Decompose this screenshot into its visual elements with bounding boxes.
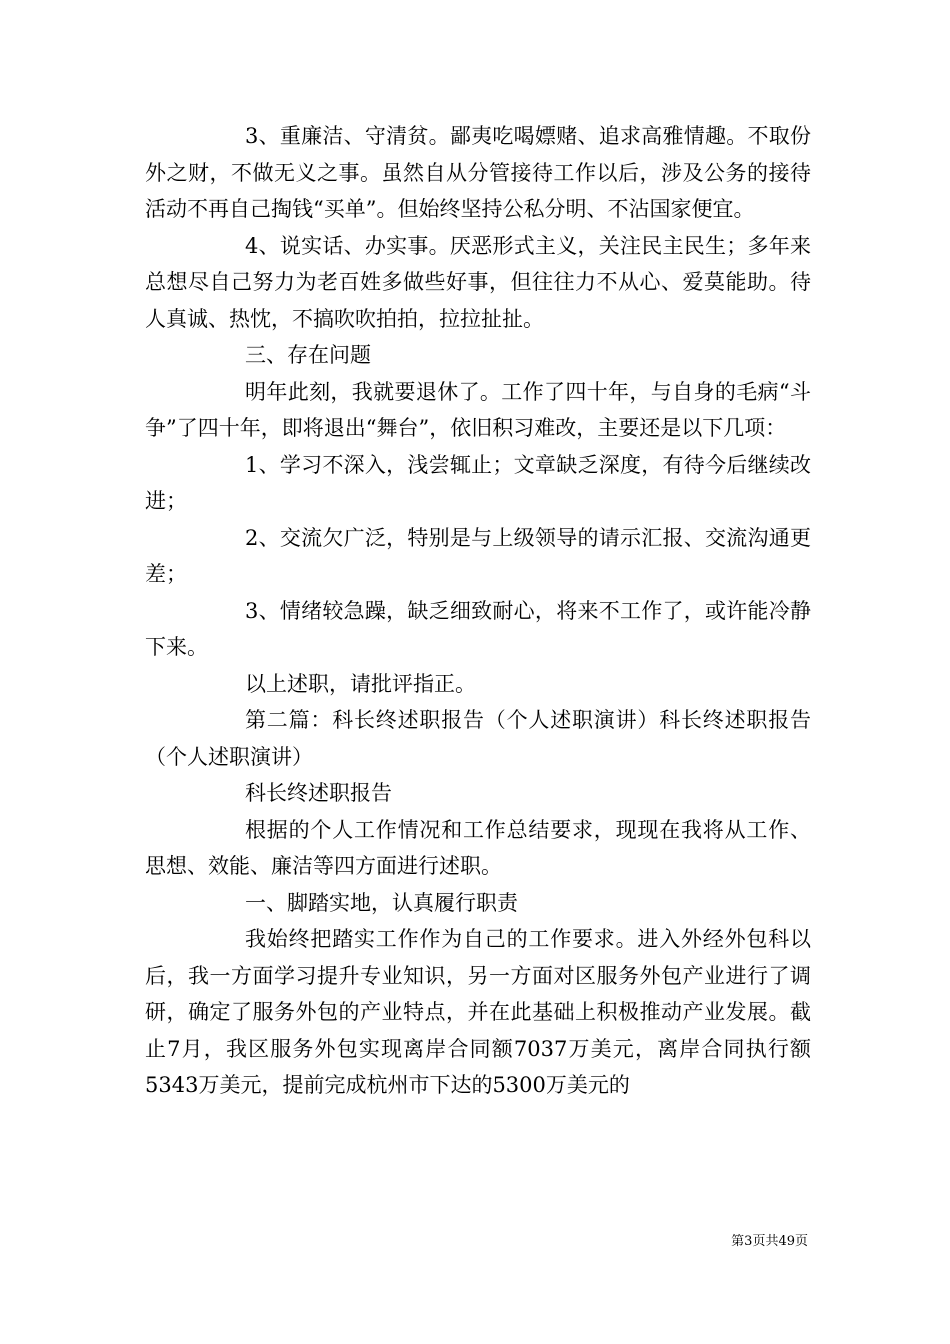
heading-problems: 三、存在问题	[245, 343, 371, 367]
document-body	[145, 118, 811, 1104]
paragraph-integrity: 3、重廉洁、守清贫。鄙夷吃喝嫖赌、追求高雅情趣。不取份外之财，不做无义之事。虽然自从分管接待工作以后，涉及公务的接待活动不再自己掏钱“买单”。但始终坚持公私分明、不沾国家便宜。	[145, 124, 811, 221]
paragraph-intro: 根据的个人工作情况和工作总结要求，现现在我将从工作、思想、效能、廉洁等四方面进行述职。	[145, 817, 811, 878]
heading-section-one: 一、脚踏实地，认真履行职责	[245, 890, 518, 915]
heading-second-article: 第二篇：科长终述职报告（个人述职演讲）科长终述职报告（个人述职演讲）	[145, 708, 811, 769]
paragraph-closing: 以上述职，请批评指正。	[245, 671, 476, 696]
heading-report-title: 科长终述职报告	[245, 781, 392, 805]
paragraph-problem-1: 1、学习不深入，浅尝辄止；文章缺乏深度，有待今后继续改进；	[145, 452, 811, 513]
paragraph-work: 我始终把踏实工作作为自己的工作要求。进入外经外包科以后，我一方面学习提升专业知识，另一方面对区服务外包产业进行了调研，确定了服务外包的产业特点，并在此基础上积极推动产业发展。截止7月，我区服务外包实现离岸合同额7037万美元，离岸合同执行额5343万美元，提前完成杭州市下达的5300万美元的	[145, 927, 811, 1097]
paragraph-retirement: 明年此刻，我就要退休了。工作了四十年，与自身的毛病“斗争”了四十年，即将退出“舞台”，依旧积习难改，主要还是以下几项：	[145, 379, 811, 440]
page-number: 第3页共49页	[731, 1234, 808, 1249]
paragraph-problem-2: 2、交流欠广泛，特别是与上级领导的请示汇报、交流沟通更差；	[145, 525, 811, 586]
paragraph-problem-3: 3、情绪较急躁，缺乏细致耐心，将来不工作了，或许能冷静下来。	[145, 598, 811, 659]
paragraph-honesty: 4、说实话、办实事。厌恶形式主义，关注民主民生；多年来总想尽自己努力为老百姓多做些好事，但往往力不从心、爱莫能助。待人真诚、热忱，不搞吹吹拍拍，拉拉扯扯。	[145, 233, 811, 331]
